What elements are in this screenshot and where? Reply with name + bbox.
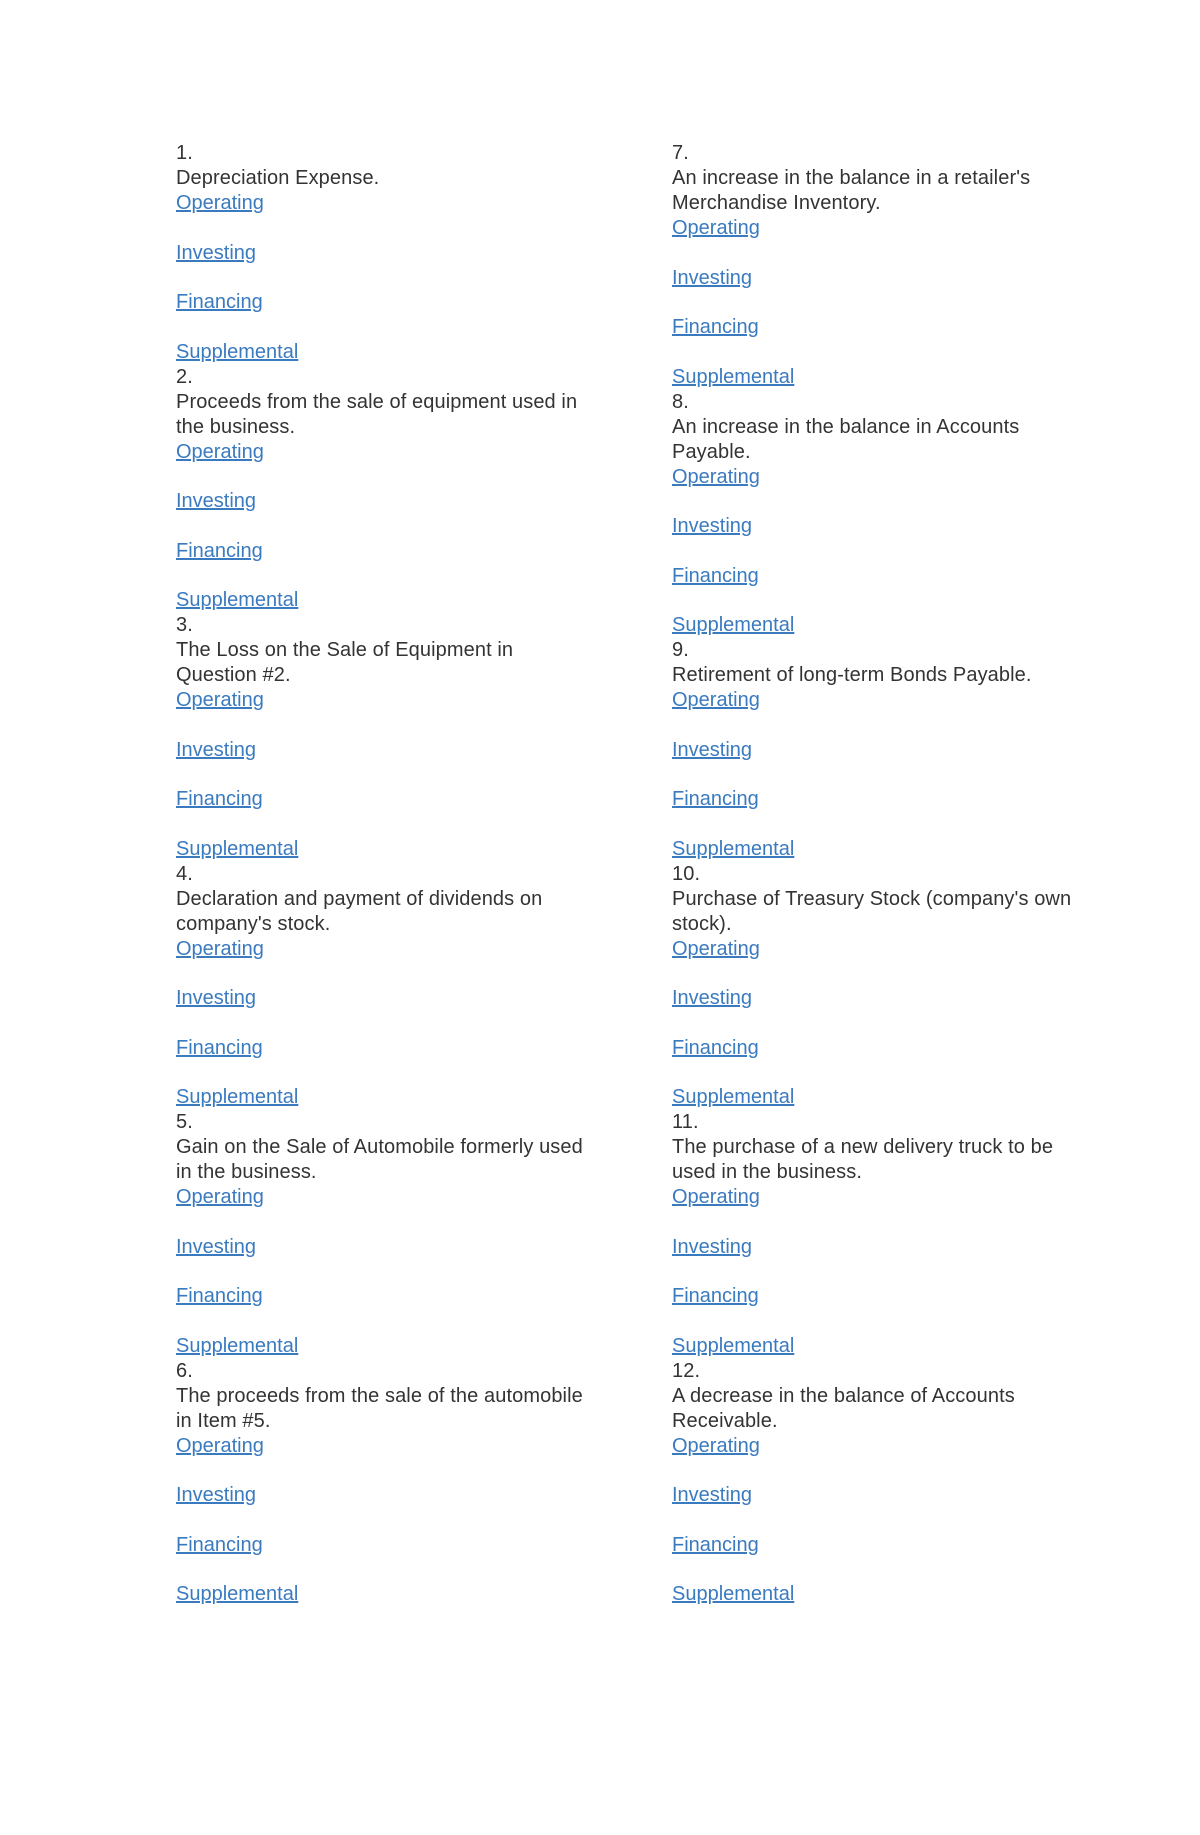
question-text: The purchase of a new delivery truck to be used in the business. [672, 1136, 1054, 1183]
option-financing [176, 1533, 586, 1558]
question-text: Proceeds from the sale of equipment used in the business. [176, 390, 578, 438]
supplemental-link[interactable]: Supplemental [672, 614, 795, 636]
operating-link[interactable]: Operating [672, 689, 760, 711]
question-item [176, 141, 586, 365]
investing-link[interactable]: Investing [672, 1235, 753, 1258]
option-operating [672, 1185, 1082, 1210]
option-investing [176, 986, 586, 1011]
investing-link[interactable]: Investing [672, 1484, 753, 1506]
question-text: The Loss on the Sale of Equipment in Question #2. [176, 639, 514, 686]
question-number: 2. [176, 365, 193, 388]
operating-link[interactable]: Operating [176, 1186, 264, 1208]
question-number: 8. [672, 390, 689, 413]
option-operating [176, 688, 586, 713]
operating-link[interactable]: Operating [176, 440, 264, 463]
option-investing [672, 986, 1082, 1011]
option-supplemental [672, 1334, 1082, 1359]
financing-link[interactable]: Financing [672, 1533, 759, 1556]
option-investing [176, 1235, 586, 1260]
investing-link[interactable]: Investing [176, 241, 257, 264]
option-operating [672, 688, 1082, 713]
financing-link[interactable]: Financing [176, 1036, 263, 1059]
supplemental-link[interactable]: Supplemental [672, 1334, 795, 1357]
supplemental-link[interactable]: Supplemental [176, 837, 299, 860]
option-financing [176, 290, 586, 315]
question-number: 1. [176, 142, 193, 164]
option-supplemental [672, 1582, 1082, 1607]
operating-link[interactable]: Operating [176, 1434, 264, 1457]
option-supplemental [672, 837, 1082, 862]
question-item [672, 1110, 1082, 1359]
option-supplemental [176, 340, 586, 365]
option-financing [176, 539, 586, 564]
question-text: Declaration and payment of dividends on company's stock. [176, 887, 543, 935]
option-supplemental [672, 613, 1082, 638]
supplemental-link[interactable]: Supplemental [672, 837, 795, 860]
question-number: 11. [672, 1111, 699, 1133]
operating-link[interactable]: Operating [672, 465, 760, 488]
option-financing [672, 1533, 1082, 1558]
answer-options [672, 465, 1082, 639]
question-item [672, 390, 1082, 639]
option-supplemental [176, 588, 586, 613]
financing-link[interactable]: Financing [176, 788, 263, 810]
option-financing [176, 1036, 586, 1061]
investing-link[interactable]: Investing [176, 738, 257, 761]
option-operating [176, 937, 586, 962]
option-operating [176, 1434, 586, 1459]
question-text: The proceeds from the sale of the automobile in Item #5. [176, 1384, 583, 1432]
option-investing [176, 489, 586, 514]
option-operating [176, 191, 586, 216]
option-operating [176, 440, 586, 465]
financing-link[interactable]: Financing [672, 564, 759, 587]
answer-options [672, 688, 1082, 862]
investing-link[interactable]: Investing [176, 490, 257, 512]
question-text: Purchase of Treasury Stock (company's own stock). [672, 887, 1072, 935]
option-investing [176, 738, 586, 763]
question-number: 10. [672, 862, 701, 885]
question-number: 12. [672, 1359, 701, 1382]
question-number: 9. [672, 639, 689, 661]
question-number: 7. [672, 142, 689, 164]
operating-link[interactable]: Operating [672, 1434, 760, 1457]
supplemental-link[interactable]: Supplemental [176, 589, 299, 611]
option-investing [672, 738, 1082, 763]
option-investing [672, 514, 1082, 539]
supplemental-link[interactable]: Supplemental [672, 1583, 795, 1605]
investing-link[interactable]: Investing [176, 1484, 257, 1506]
answer-options [176, 191, 586, 365]
option-investing [672, 1235, 1082, 1260]
option-investing [672, 1483, 1082, 1508]
financing-link[interactable]: Financing [176, 291, 263, 313]
question-item [672, 638, 1082, 862]
question-number: 4. [176, 862, 193, 885]
question-text: Gain on the Sale of Automobile formerly used in the business. [176, 1136, 583, 1183]
question-item [176, 613, 586, 862]
question-item [672, 862, 1082, 1111]
operating-link[interactable]: Operating [672, 1186, 760, 1208]
option-financing [176, 787, 586, 812]
question-number: 5. [176, 1111, 193, 1133]
financing-link[interactable]: Financing [176, 1533, 263, 1556]
supplemental-link[interactable]: Supplemental [176, 1086, 299, 1108]
question-item [176, 1359, 586, 1608]
left-column [176, 141, 586, 1607]
option-financing [672, 564, 1082, 589]
investing-link[interactable]: Investing [176, 1235, 257, 1258]
question-item [672, 1359, 1082, 1608]
option-supplemental [176, 837, 586, 862]
investing-link[interactable]: Investing [176, 987, 257, 1009]
right-column [672, 141, 1082, 1607]
option-financing [672, 315, 1082, 340]
option-operating [672, 465, 1082, 490]
supplemental-link[interactable]: Supplemental [672, 1086, 795, 1108]
option-investing [176, 241, 586, 266]
financing-link[interactable]: Financing [176, 539, 263, 562]
answer-options [176, 1434, 586, 1608]
operating-link[interactable]: Operating [176, 689, 264, 711]
financing-link[interactable]: Financing [672, 316, 759, 338]
option-supplemental [176, 1582, 586, 1607]
option-supplemental [176, 1085, 586, 1110]
operating-link[interactable]: Operating [672, 217, 760, 239]
supplemental-link[interactable]: Supplemental [176, 1334, 299, 1357]
question-item [672, 141, 1082, 390]
operating-link[interactable]: Operating [176, 192, 264, 214]
answer-options [672, 1185, 1082, 1359]
answer-options [176, 688, 586, 862]
supplemental-link[interactable]: Supplemental [176, 340, 299, 363]
answer-options [176, 440, 586, 614]
option-investing [176, 1483, 586, 1508]
option-operating [176, 1185, 586, 1210]
question-text: A decrease in the balance of Accounts Receivable. [672, 1384, 1015, 1432]
investing-link[interactable]: Investing [672, 738, 753, 761]
answer-options [672, 216, 1082, 390]
question-number: 6. [176, 1359, 193, 1382]
answer-options [672, 1434, 1082, 1608]
answer-options [672, 937, 1082, 1111]
question-item [176, 862, 586, 1111]
option-operating [672, 937, 1082, 962]
operating-link[interactable]: Operating [672, 937, 760, 960]
question-text: Retirement of long-term Bonds Payable. [672, 664, 1032, 686]
option-supplemental [672, 365, 1082, 390]
answer-options [176, 937, 586, 1111]
option-financing [176, 1284, 586, 1309]
option-supplemental [176, 1334, 586, 1359]
operating-link[interactable]: Operating [176, 937, 264, 960]
financing-link[interactable]: Financing [672, 788, 759, 810]
question-number: 3. [176, 614, 193, 636]
financing-link[interactable]: Financing [672, 1285, 759, 1307]
question-text: Depreciation Expense. [176, 167, 380, 189]
option-financing [672, 787, 1082, 812]
answer-options [176, 1185, 586, 1359]
financing-link[interactable]: Financing [672, 1036, 759, 1059]
option-financing [672, 1036, 1082, 1061]
question-text: An increase in the balance in Accounts Payable. [672, 415, 1020, 463]
question-item [176, 1110, 586, 1359]
option-operating [672, 216, 1082, 241]
financing-link[interactable]: Financing [176, 1285, 263, 1307]
option-supplemental [672, 1085, 1082, 1110]
investing-link[interactable]: Investing [672, 987, 753, 1009]
question-text: An increase in the balance in a retailer's Merchandise Inventory. [672, 167, 1031, 214]
investing-link[interactable]: Investing [672, 266, 753, 289]
supplemental-link[interactable]: Supplemental [672, 365, 795, 388]
option-operating [672, 1434, 1082, 1459]
option-financing [672, 1284, 1082, 1309]
question-item [176, 365, 586, 614]
option-investing [672, 266, 1082, 291]
supplemental-link[interactable]: Supplemental [176, 1583, 299, 1605]
investing-link[interactable]: Investing [672, 515, 753, 537]
